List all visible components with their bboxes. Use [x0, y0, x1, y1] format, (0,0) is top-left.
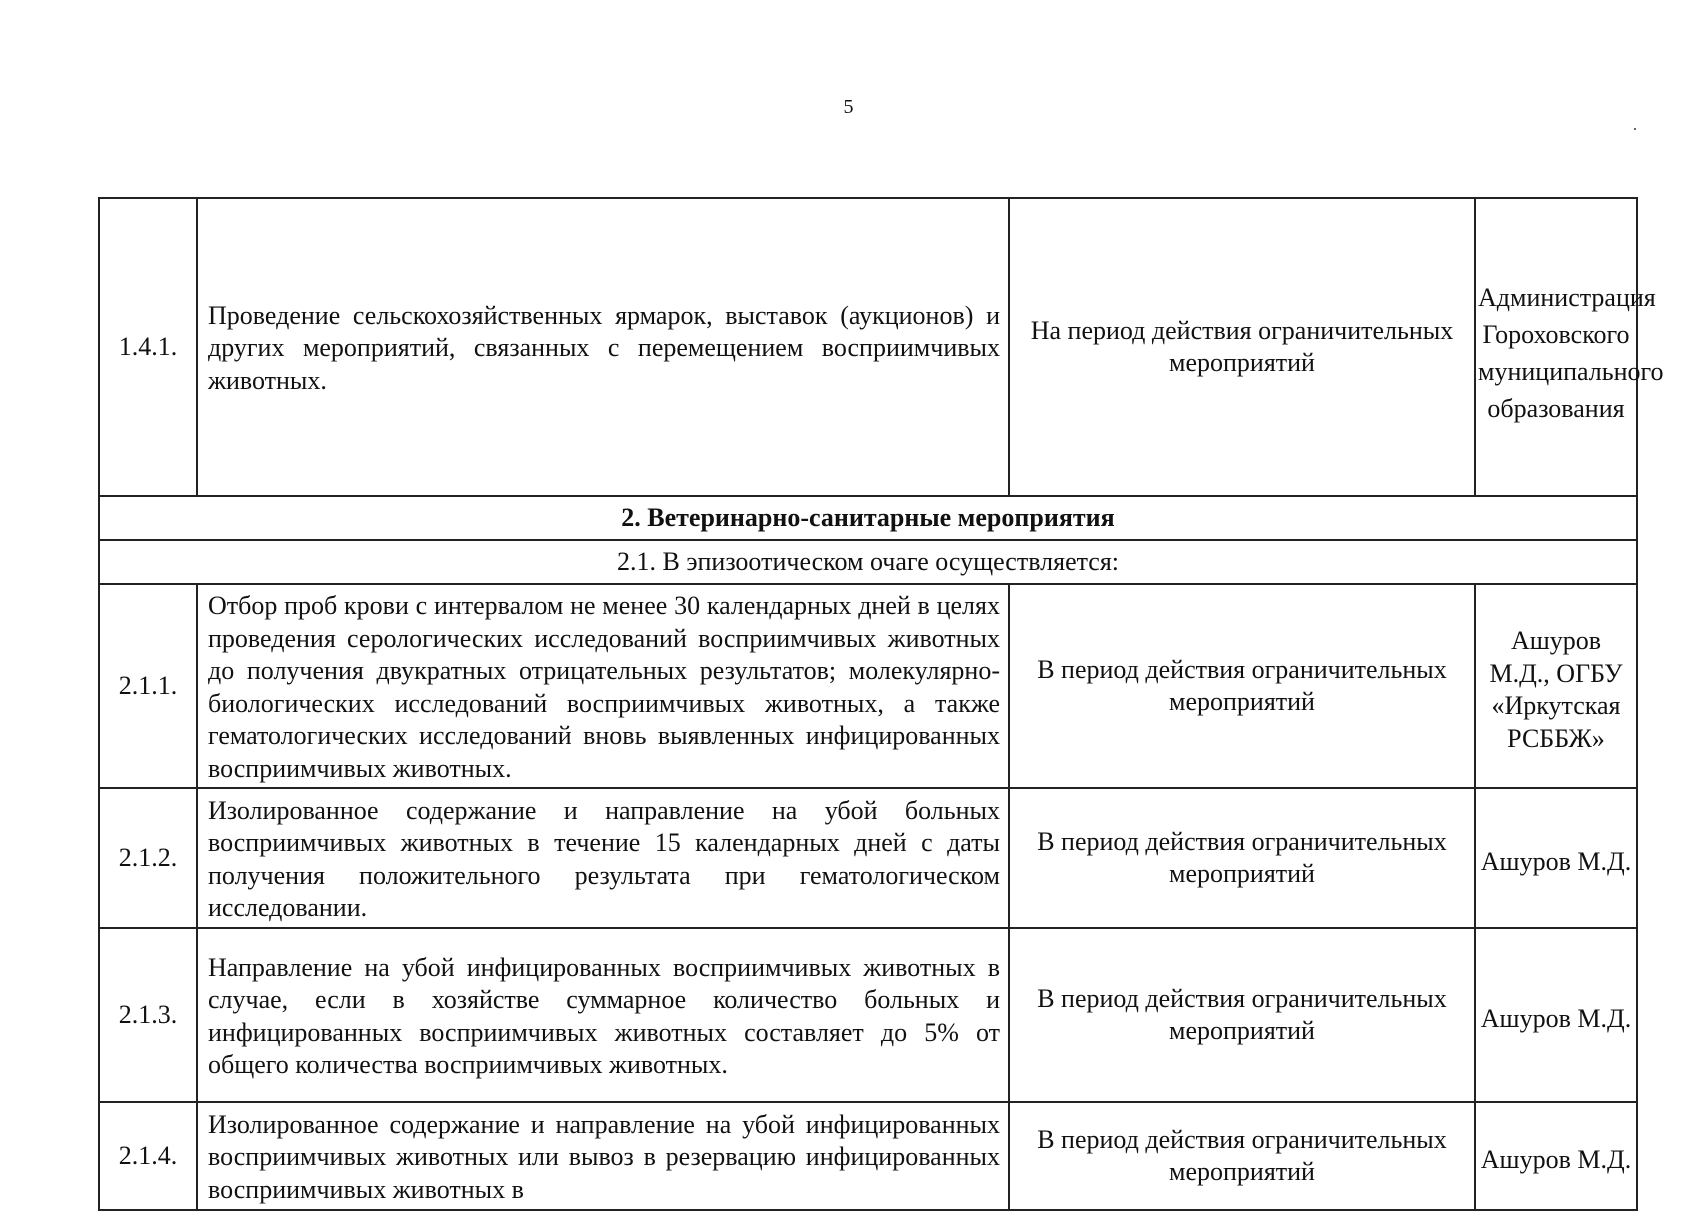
item-number: 2.1.1.: [99, 584, 197, 788]
subsection-row: [99, 540, 1637, 584]
responsible-cell: Ашуров М.Д., ОГБУ «Иркутская РСББЖ»: [1475, 584, 1637, 788]
item-number: 2.1.3.: [99, 928, 197, 1102]
measure-text: Направление на убой инфицированных восприимчивых животных в случае, если в хозяйстве суммарное количество больных и инфицированных восприимчивых животных составляет до 5% от общего количества восприимчивых животных.: [197, 928, 1009, 1102]
measure-text: Проведение сельскохозяйственных ярмарок, выставок (аукционов) и других мероприятий, связанных с перемещением восприимчивых животных.: [197, 198, 1009, 496]
table-row: [99, 788, 1637, 928]
subsection-title: 2.1. В эпизоотическом очаге осуществляется:: [99, 540, 1637, 584]
responsible-cell: Ашуров М.Д.: [1475, 788, 1637, 928]
table-row: [99, 198, 1637, 496]
page-number: 5: [843, 96, 854, 118]
measure-text: Изолированное содержание и направление на убой инфицированных восприимчивых животных или вывоз в резервацию инфицированных восприимчивых животных в: [197, 1102, 1009, 1210]
period-cell: В период действия ограничительных мероприятий: [1009, 584, 1475, 788]
responsible-cell: Администрация Гороховского муниципального образования: [1475, 198, 1637, 496]
section-title: 2. Ветеринарно-санитарные мероприятия: [99, 496, 1637, 540]
scan-speck: [1634, 128, 1636, 130]
period-cell: В период действия ограничительных мероприятий: [1009, 1102, 1475, 1210]
table-row: [99, 928, 1637, 1102]
table-row: [99, 584, 1637, 788]
measures-table: [98, 197, 1664, 1211]
item-number: 2.1.2.: [99, 788, 197, 928]
section-row: [99, 496, 1637, 540]
responsible-cell: Ашуров М.Д.: [1475, 1102, 1637, 1210]
period-cell: В период действия ограничительных мероприятий: [1009, 788, 1475, 928]
period-cell: На период действия ограничительных мероприятий: [1009, 198, 1475, 496]
item-number: 2.1.4.: [99, 1102, 197, 1210]
item-number: 1.4.1.: [99, 198, 197, 496]
period-cell: В период действия ограничительных мероприятий: [1009, 928, 1475, 1102]
table-row: [99, 1102, 1637, 1210]
measure-text: Изолированное содержание и направление на убой больных восприимчивых животных в течение 15 календарных дней с даты получения положительного результата при гематологическом исследовании.: [197, 788, 1009, 928]
measure-text: Отбор проб крови с интервалом не менее 30 календарных дней в целях проведения серологических исследований восприимчивых животных до получения двукратных отрицательных результатов; молекулярно-биологических исследований восприимчивых животных, а также гематологических исследований вновь выявленных инфицированных восприимчивых животных.: [197, 584, 1009, 788]
responsible-cell: Ашуров М.Д.: [1475, 928, 1637, 1102]
